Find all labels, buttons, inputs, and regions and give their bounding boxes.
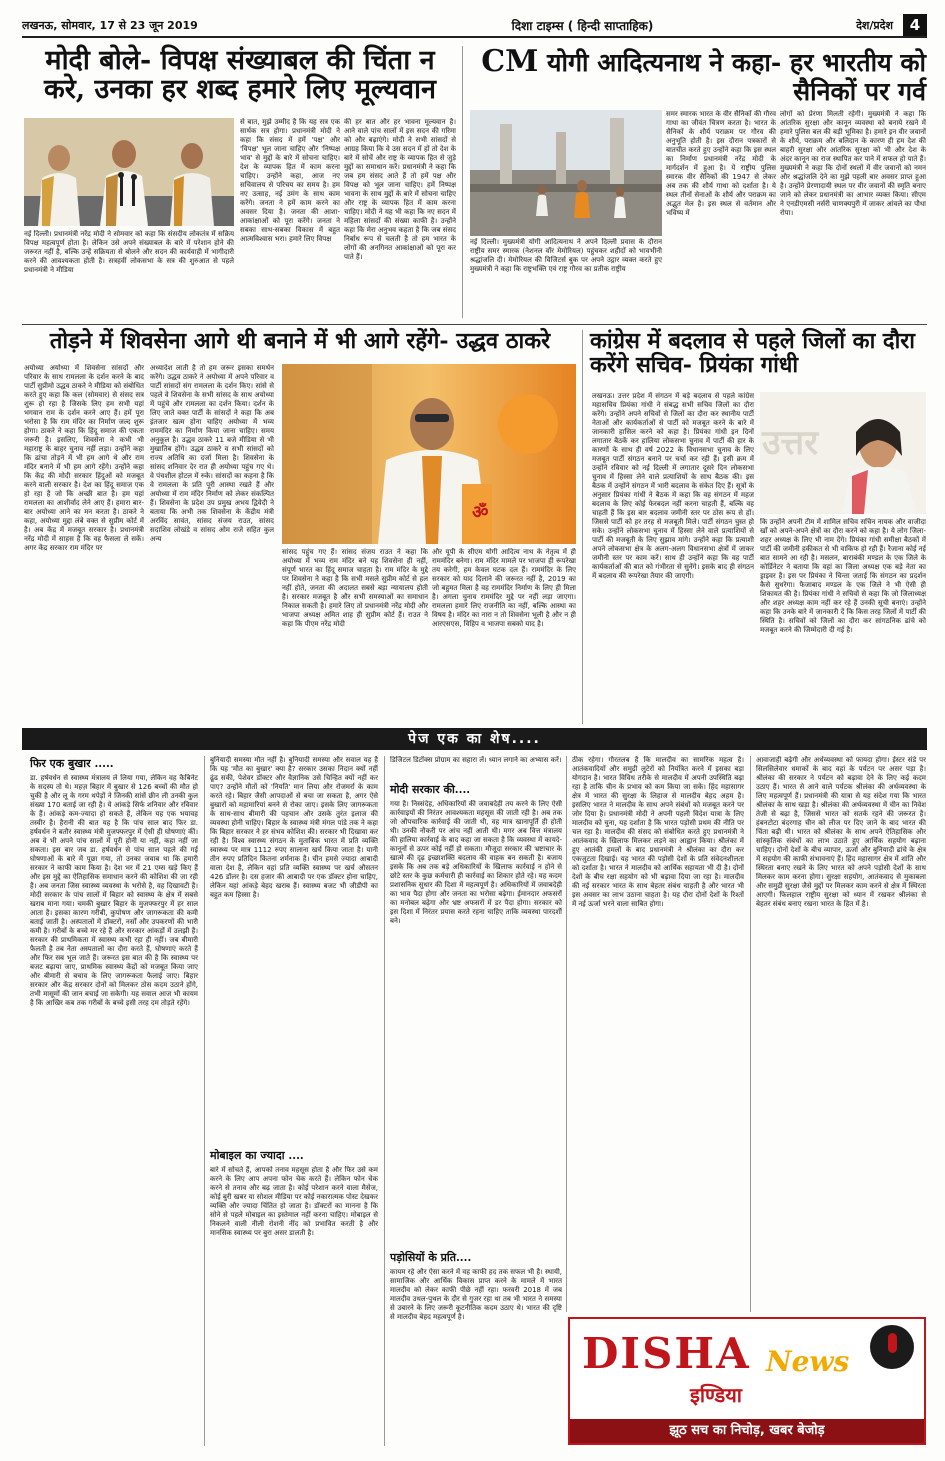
story2-col1: नई दिल्ली। मुख्यमंत्री योगी आदित्यनाथ ने अपने दिल्ली प्रवास के दौरान राष्ट्रीय समर स्मारक (नेशनल वॉर मेमोरियल) पहुंचकर शहीदों को भावभीनी श्रद्धांजलि दी। मेमोरियल की विजिटर्स बुक पर अपने उद्गार व्यक्त करते हुए मुख्यमंत्री ने कहा कि राष्ट्रभक्ति एवं राष्ट्र गौरव का प्रतीक राष्ट्रीय: [470, 238, 662, 273]
cont3-subhead: मोदी सरकार की....: [390, 783, 471, 796]
uddhav-photo: [282, 364, 576, 544]
story1-col2: से बात, मुझे उम्मीद है कि यह सत्र एक सार्थक सत्र होगा। प्रधानमंत्री मोदी ने कहा कि संसद में हमें 'पक्ष' और 'विपक्ष' भूल जाना चाहिए और 'निष्पक्ष भाव' से मुद्दों के बारे में सोचना चाहिए। देश के व्यापक हित में काम करना चाहिए। उन्होंने कहा, आज नए सचिवालय से परिचय का समय है। हम नए उत्साह, नई उमंग के साथ काम करेंगे। जनता ने हमें काम करने का अवसर दिया है। जनता की आशा-आकांक्षाओं को पूरा करेंगे। जनता ने सबका साथ-सबका विकास में बहुत आत्मविश्वास भरा। हमारे लिए विपक्ष: [240, 118, 340, 243]
section-name: देश/प्रदेश: [856, 18, 893, 32]
ad-brand: DISHA: [582, 1329, 751, 1378]
memorial-illustration: [470, 110, 662, 236]
column-divider: [204, 756, 205, 1446]
row-divider: [22, 324, 927, 325]
masthead-strip: [22, 14, 927, 38]
column-divider: [582, 330, 583, 724]
microphone-icon: [870, 1325, 914, 1369]
cont5-text: आवाजाही बढ़ेगी और अर्थव्यवस्था को फायदा होगा। ईस्टर संडे पर सिलसिलेवार धमाकों के बाद वहां के पर्यटन पर असर पड़ा है। श्रीलंका की सरकार ने पर्यटन को बढ़ावा देने के लिए कई कदम उठाए हैं। भारत से आने वाले पर्यटक श्रीलंका की अर्थव्यवस्था के लिए महत्वपूर्ण हैं। प्रधानमंत्री की यात्रा से यह संदेश गया कि भारत श्रीलंका के साथ खड़ा है। श्रीलंका की अर्थव्यवस्था में चीन का निवेश तेजी से बढ़ा है, जिससे भारत को सतर्क रहने की जरूरत है। हंबनटोटा बंदरगाह चीन को लीज पर दिए जाने के बाद भारत की चिंता बढ़ी थी। भारत को श्रीलंका के साथ अपने ऐतिहासिक और सांस्कृतिक संबंधों का लाभ उठाते हुए आर्थिक सहयोग बढ़ाना चाहिए। दोनों देशों के बीच व्यापार, ऊर्जा और बुनियादी ढांचे के क्षेत्र में सहयोग की काफी संभावनाएं हैं। हिंद महासागर क्षेत्र में शांति और स्थिरता बनाए रखने के लिए भारत को अपने पड़ोसी देशों के साथ मिलकर काम करना होगा। सुरक्षा सहयोग, आतंकवाद से मुकाबला और समुद्री सुरक्षा जैसे मुद्दों पर मिलकर काम करने से क्षेत्र में स्थिरता आएगी। फिलहाल राष्ट्रीय सुरक्षा को ध्यान में रखकर श्रीलंका से बेहतर संबंध बनाए रखना भारत के हित में है।: [756, 756, 926, 908]
uddhav-illustration: [282, 364, 576, 544]
cont2-text2: बारे में सोचते हैं, आपको तनाव महसूस होता है और फिर उसे कम करने के लिए आप अपना फोन चेक करते हैं। लेकिन फोन चेक करने से तनाव और बढ़ जाता है। कोई परेशान करने वाला मैसेज, कोई बुरी खबर या सोशल मीडिया पर कोई नकारात्मक पोस्ट देखकर व्यक्ति और ज्यादा चिंतित हो जाता है। डॉक्टरों का मानना है कि सोने से पहले मोबाइल का इस्तेमाल नहीं करना चाहिए। मोबाइल से निकलने वाली नीली रोशनी नींद को प्रभावित करती है और मानसिक स्वास्थ्य पर बुरा असर डालती है।: [210, 1166, 378, 1237]
story3-col4: और यूपी के सीएम योगी आदित्य नाथ के नेतृत्व में ही राममंदिर बनेगा। राम मंदिर मामले पर भाजपा ही रूपरेखा तय करेगी, हम केवल घटक दल हैं। राममंदिर के लिए सरकार को याद दिलाने की जरूरत नहीं है, 2019 का जो बहुमत मिला है वह राममंदिर निर्माण के लिए ही मिला है। अगला चुनाव राममंदिर मुद्दे पर नहीं लड़ा जाएगा। रामलला हमारे लिए राजनीति का नहीं, बल्कि आस्था का विषय है। मंदिर का नारा न तो शिवसेना भूली है और न ही आरएसएस, विहिप व भाजपा सबको याद है।: [432, 548, 576, 628]
cont3-subhead2: पड़ोसियों के प्रति....: [390, 1251, 472, 1264]
story3-headline: तोड़ने में शिवसेना आगे थी बनाने में भी आगे रहेंगे- उद्धव ठाकरे: [49, 328, 551, 354]
cont1-subhead: फिर एक बुखार .....: [30, 757, 114, 770]
story2-headline-cm: CM: [481, 44, 539, 79]
story1-headline: मोदी बोले- विपक्ष संख्याबल की चिंता न करे, उनका हर शब्द हमारे लिए मूल्यवान: [43, 45, 437, 106]
ad-news: News: [766, 1345, 850, 1378]
column-divider: [750, 756, 751, 1312]
story3-col1: अयोध्या अयोध्या में शिवसेना सांसदों और परिवार के साथ रामलला के दर्शन करने के बाद पार्टी सुप्रीमो उद्धव ठाकरे ने मीडिया को संबोधित करते हुए कहा कि कल (सोमवार) से संसद सत्र शुरू हो रहा है जिसके लिए हम सभी यहां भगवान राम के दर्शन करने आए हैं। हमें पूरा भरोसा है कि राम मंदिर का निर्माण जल्द शुरू होगा। ठाकरे ने कहा कि हिंदू समाज की एकता जरूरी है। इसलिए, शिवसेना ने कभी भी महाराष्ट्र के बाहर चुनाव नहीं लड़ा। उन्होंने कहा कि ढांचा तोड़ने में भी हम आगे थे और राम मंदिर बनाने में भी हम आगे रहेंगे। उन्होंने कहा कि केंद्र की मोदी सरकार हिंदुओं को मजबूत करने वाली सरकार है। देश का हिंदू समाज एक हो रहा है जो कि अच्छी बात है। हम यहां रामलला का आशीर्वाद लेने आए हैं। हमारा बार-बार अयोध्या आने का मन करता है। ठाकरे ने कहा, अयोध्या मुद्दा लंबे वक्त से सुप्रीम कोर्ट में है। अब केंद्र में मजबूत सरकार है। प्रधानमंत्री नरेंद्र मोदी में साहस है कि वह फैसला ले सकें। अगर केंद्र सरकार राम मंदिर पर: [24, 364, 144, 552]
saffron-symbol: ॐ: [472, 502, 489, 523]
ministers-photo: [24, 118, 234, 226]
ad-tagline: झूठ सच का निचोड़, खबर बेजोड़: [570, 1419, 924, 1443]
story2-col2: समर स्मारक भारत के वीर सैनिकों की गौरव गाथा का जीवंत चित्रण करता है। भारत के सैनिकों के शौर्य पराक्रम पर गौरव की अनुभूति होती है। इस दौरान पत्रकारों से बातचीत करते हुए उन्होंने कहा कि इस स्थल का निर्माण प्रधानमंत्री नरेंद्र मोदी के मार्गदर्शन में हुआ है। ये राष्ट्रीय पुलिस स्मारक वीर सैनिकों की 1947 से लेकर अब तक की शौर्य गाथा को दर्शाता है। ये स्थल तीनों सेनाओं के शौर्य और पराक्रम का अद्भुत मेल है। इस स्थल से वर्तमान और भविष्य में: [666, 110, 776, 217]
page-number: 4: [903, 14, 927, 36]
priyanka-illustration: [760, 392, 926, 514]
ad-india: इण्डिया: [690, 1383, 742, 1407]
cont3-text3: कायम रहे और ऐसा करने में वह काफी हद तक सफल भी है। स्थायी, सामाजिक और आर्थिक विकास प्राप्त करने के मामले में भारत मालदीव को लेकर काफी पीछे नहीं रहा। फरवरी 2018 में जब मालदीव उथल-पुथल के दौर से गुजर रहा था तब भी भारत ने समस्या से उबारने के लिए जरूरी कूटनीतिक कदम उठाए थे। भारत की दृष्टि से मालदीव बेहद महत्वपूर्ण है।: [390, 1268, 562, 1321]
column-divider: [384, 756, 385, 1446]
column-divider: [566, 756, 567, 1312]
ministers-illustration: [24, 118, 234, 226]
cont2-text: बुनियादी समस्या मौत नहीं है। बुनियादी समस्या और सवाल यह है कि यह 'मौत का बुखार' क्या है? सरकार उसका निदान क्यों नहीं ढूंढ सकी, पेशेवर डॉक्टर और वैज्ञानिक उसे चिन्हित क्यों नहीं कर पाए? उन्होंने मौतों को 'नियति' मान लिया और रोजमर्रा के काम करते रहे। बिहार जैसी आपदाओं से बचा जा सकता है, अगर ऐसे बुखारों को महामारियां बनने से रोका जाए। इसके लिए जागरूकता के साथ-साथ बीमारी की पहचान और उसके तुरंत इलाज की व्यवस्था होनी चाहिए। बिहार के स्वास्थ्य मंत्री मंगल पांडे तक ने कहा कि बिहार सरकार ने हर संभव कोशिश की। सरकार भी दिखावा कर रही है। विश्व स्वास्थ्य संगठन के मुताबिक भारत में प्रति व्यक्ति स्वास्थ्य पर मात्र 1112 रुपए सालाना खर्च किया जाता है। यानी तीन रुपए प्रतिदिन कितना शर्मनाक है। चीन हमसे ज्यादा आबादी वाला देश है, लेकिन वहां प्रति व्यक्ति स्वास्थ्य पर खर्च औसतन 426 डॉलर है। दस हजार की आबादी पर एक डॉक्टर होना चाहिए, लेकिन यहां आंकड़े बेहद खराब हैं। स्वास्थ्य बजट भी जीडीपी का बहुत कम हिस्सा है।: [210, 756, 378, 899]
priyanka-photo: [760, 392, 926, 514]
war-memorial-photo: [470, 110, 662, 236]
story4-col2: कि उन्होंने अपनी टीम में शामिल सचिव सचिन नायक और वाजीदा खाँ को अपने-अपने क्षेत्रों का दौरा करने को कहा है। ये लोग जिला-शहर अध्यक्ष के लिए भी नाम देंगे। प्रियंका गांधी समीक्षा बैठकों में पार्टी की जमीनी हकीकत से भी वाकिफ हो रही हैं। रैजाना कोई नई बात सामने आ रही है। मसलन, बाराबंकी मण्डल के एक जिले के कोर्डिनेटर ने बताया कि वहां का जिला अध्यक्ष एक बड़े नेता का ड्राइवर है। इस पर प्रियंका ने चिन्ता जताई कि संगठन का प्रदर्शन कैसे सुधरेगा। फैजाबाद मण्डल के एक जिले ने भी ऐसी ही शिकायत की है। प्रियंका गांधी ने सचिवों से कहा कि जो जिलाध्यक्ष और शहर अध्यक्ष काम नहीं कर रहे हैं उनकी सूची बनाएं। उन्होंने कहा कि उनके बारे में जानकारी दें कि किस तरह जिलों में पार्टी की स्थिति है। सचिवों को जिलों का दौरा कर सांगठनिक ढांचे को मजबूत करने की जिम्मेदारी दी गई है।: [760, 518, 926, 634]
cont4-text: ठीक रहेगा। गौरतलब है कि मालदीव का सामरिक महत्व है। आतंकवादियों और समुद्री लुटेरों को नियंत्रित करने में इसका बड़ा योगदान है। भारत विविध तरीके से मालदीव में अपनी उपस्थिति बढ़ा रहा है ताकि चीन के प्रभाव को कम किया जा सके। हिंद महासागर क्षेत्र में भारत की सुरक्षा के लिहाज से मालदीव बेहद अहम है। इसलिए भारत ने मालदीव के साथ अपने संबंधों को मजबूत करने पर जोर दिया है। प्रधानमंत्री मोदी ने अपनी पहली विदेश यात्रा के लिए मालदीव को चुना, यह दर्शाता है कि भारत पड़ोसी प्रथम की नीति पर चल रहा है। मालदीव की संसद को संबोधित करते हुए प्रधानमंत्री ने आतंकवाद के खिलाफ मिलकर लड़ने का आह्वान किया। श्रीलंका में हुए आतंकी हमलों के बाद प्रधानमंत्री ने श्रीलंका का दौरा कर एकजुटता दिखाई। यह भारत की पड़ोसी देशों के प्रति संवेदनशीलता को दर्शाता है। भारत ने मालदीव को आर्थिक सहायता भी दी है। दोनों देशों के बीच रक्षा सहयोग को भी बढ़ावा दिया जा रहा है। मालदीव की नई सरकार भारत के साथ बेहतर संबंध चाहती है और भारत भी इस अवसर का लाभ उठाना चाहता है। यह दौरा दोनों देशों के रिश्तों में नई ऊर्जा भरने वाला साबित होगा।: [572, 756, 744, 908]
story4-headline: कांग्रेस में बदलाव से पहले जिलों का दौरा करेंगे सचिव- प्रियंका गांधी: [590, 328, 916, 378]
backdrop-lettering: उत्तर: [762, 423, 819, 463]
disha-news-ad[interactable]: [568, 1317, 926, 1445]
continued-band: [22, 728, 927, 750]
story4-col1: लखनऊ। उत्तर प्रदेश में संगठन में बड़े बदलाव से पहले कांग्रेस महासचिव प्रियंका गांधी ने संबद्ध सभी सचिव जिलों का दौरा करेंगे। उन्होंने अपने सचिवों से जिलों का दौरा कर स्थानीय पार्टी नेताओं और कार्यकर्ताओं से पार्टी को मजबूत करने के बारे में जानकारी हासिल करने को कहा है। प्रियंका गांधी इन दिनों लगातार बैठकें कर हालिया लोकसभा चुनाव में पार्टी की हार के कारणों के साथ ही वर्ष 2022 के विधानसभा चुनाव के लिए मजबूत पार्टी संगठन बनाने पर चर्चा कर रही हैं। इसी क्रम में उन्होंने रविवार को नई दिल्ली में लगातार दूसरे दिन लोकसभा चुनाव में हिस्सा लेने वाले प्रत्याशियों के साथ बैठक की। इस बैठक में उन्होंने संगठन में भारी बदलाव के संकेत दिए हैं। सूत्रों के अनुसार प्रियंका गांधी ने बैठक में कहा कि वह संगठन में महज बदलाव के लिए कोई फेरबदल नहीं करना चाहती हैं, बल्कि वह चाहती हैं कि इस बार बदलाव जमीनी स्तर पर ठोस रूप से हों। जिससे पार्टी को हर तरह से मजबूती मिले। पार्टी संगठन चुस्त हो सके। उन्होंने लोकसभा चुनाव में हिस्सा लेने वाले प्रत्याशियों से पार्टी की मजबूती के लिए सुझाव मांगे। उन्होंने कहा कि प्रत्याशी अपने लोकसभा क्षेत्र के अलग-अलग विधानसभा क्षेत्रों में जाकर जमीनी स्तर पर काम करें। साथ ही उन्होंने कहा कि वह पार्टी कार्यकर्ताओं की बात को गंभीरता से सुनेंगे। इसके बाद ही संगठन में बदलाव की रूपरेखा तैयार की जाएगी।: [592, 392, 754, 580]
story3-col2: अध्यादेश लाती है तो हम जरूर इसका समर्थन करेंगे। उद्धव ठाकरे ने अयोध्या में अपने परिवार व पार्टी सांसदों संग रामलला के दर्शन किए। सांसे से पहले वे शिवसेना के सभी सांसद के साथ अयोध्या में पहुंचे और रामलला का दर्शन किया। दर्शन के लिए जाते वक्त पार्टी के सांसदों ने कहा कि अब इंतजार खत्म होना चाहिए अयोध्या में भव्य राममंदिर का निर्माण किया जाना चाहिए। समय अनुकूल है। उद्धव ठाकरे 11 बजे मीडिया से भी मुखातिब होंगे। उद्धव ठाकरे व सभी सांसदों को राज्य अतिथि का दर्जा मिला है। शिवसेना के सांसद शनिवार देर रात ही अयोध्या पहुंच गए थे। वे पंचशील होटल में रुके। सांसदों का कहना है कि वे रामलला के प्रति पूरी आस्था रखते हैं और अयोध्या में राम मंदिर निर्माण को लेकर संकल्पित हैं। शिवसेना के प्रदेश उप प्रमुख अभय द्विवेदी ने बताया कि अभी तक शिवसेना के केंद्रीय मंत्री अरविंद सावंत, सांसद संजय राउत, सांसद सदाशिव लोखंडे व सांसद ओम राजे सहित कुल अन्य: [150, 364, 274, 543]
paper-name: दिशा टाइम्स ( हिन्दी साप्ताहिक): [511, 18, 654, 33]
story3-col3: सांसद पहुंच गए हैं। सांसद संजय राउत ने कहा कि अयोध्या में भव्य राम मंदिर बने यह शिवसेना ही नहीं, संपूर्ण भारत का हिंदू समाज चाहता है। राम मंदिर के मुद्दे पर शिवसेना ने कहा है कि सभी मसले सुप्रीम कोर्ट से हल नहीं होते, जनता की अदालत सबसे बड़ा न्यायालय होती है। सरकार मजबूत है और सभी समस्याओं का समाधान निकाल सकती है। हमारे लिए तो प्रधानमंत्री नरेंद्र मोदी और भाजपा अध्यक्ष अमित शाह ही सुप्रीम कोर्ट हैं। राउत ने कहा कि पीएम नरेंद्र मोदी: [282, 548, 428, 628]
story2-col3: लोगों को प्रेरणा मिलती रहेगी। मुख्यमंत्री ने कहा कि आंतरिक सुरक्षा और कानून व्यवस्था को बनाये रखने में हमारे पुलिस बल की बड़ी भूमिका है। हमारे इन वीर जवानों के शौर्य, पराक्रम और बलिदान के कारण ही हम देश की बाहरी सुरक्षा और आंतरिक सुरक्षा को भी और देश के अंदर कानून का राज स्थापित कर पाने में सफल हो पाते हैं। मुख्यमंत्री ने कहा कि दोनों स्थलों में वीर जवानों को नमन और श्रद्धांजलि देने का मुझे पहली बार अवसर प्राप्त हुआ है। उन्होंने प्रेरणादायी स्थल पर वीर जवानों की स्मृति बनाए जाने को लेकर प्रधानमंत्री का आभार व्यक्त किया। सीएम ने एनडीएमसी नर्सरी चाणक्यपुरी में जाकर आंवले का पौधा रोपा।: [780, 110, 926, 217]
issue-date: लखनऊ, सोमवार, 17 से 23 जून 2019: [22, 18, 198, 32]
story1-col3: की हर बात और हर भावना मूल्यवान है। आने वाले पांच सालों में इस सदन की गरिमा को और बढ़ाएंगे। मोदी ने सभी सांसदों से आग्रह किया कि वे उस सदन में हों तो देश के बारे में सोचें और राष्ट्र के व्यापक हित से जुड़े मुद्दों का समाधान करें। प्रधानमंत्री ने कहा कि जब हम संसद आते हैं तो हमें पक्ष और विपक्ष को भूल जाना चाहिए। हमें निष्पक्ष भावना के साथ मुद्दों के बारे में सोचना चाहिए और राष्ट्र के व्यापक हित में काम करना चाहिए। मोदी ने यह भी कहा कि नए सदन में महिला सांसदों की संख्या काफी है। उन्होंने कहा कि मेरा अनुभव कहता है कि जब संसद निर्बाध रूप से चलती है तो हम भारत के लोगों की अनगिनत आकांक्षाओं को पूरा कर पाते हैं।: [344, 118, 456, 261]
cont3-text: डिजिटल डिटॉक्स प्रोग्राम का सहारा लें। ध्यान लगाने का अभ्यास करें।: [390, 756, 562, 764]
column-divider: [462, 46, 463, 318]
cont2-subhead: मोबाइल का ज्यादा ....: [210, 1149, 304, 1162]
cont1-text: डा. हर्षवर्धन से स्वास्थ्य मंत्रालय ले लिया गया, लेकिन वह कैबिनेट के सदस्य तो थे। महज़ बिहार में बुखार से 126 बच्चों की मौत हो चुकी है और लू के गरम थपेड़ों ने जिनकी सांसें छीन ली उनकी कुल संख्या 170 बताई जा रही है। ये आंकड़े सिर्फ शनिवार और रविवार के हैं। आंकड़े कम-ज्यादा हो सकते हैं, लेकिन यह एक भयावह तस्वीर है। हैरानी की बात यह है कि पांच साल बाद फिर डा. हर्षवर्धन ने बतौर स्वास्थ्य मंत्री मुजफ्फरपुर में ऐसी ही घोषणाएं कीं। अब वे भी अपने पांच सालों में पूरी होनी या नहीं, कहा नहीं जा सकता। इस बार जब डा. हर्षवर्धन से पांच साल पहले की गई घोषणाओं के बारे में पूछा गया, तो उनका जवाब था कि हमारी सरकार ने काफी काम किया है। देश भर में 21 एम्स खड़े किए हैं और इस मुद्दे का ऐतिहासिक समाधान करने की कोशिश की जा रही है। अब जनता जिस स्वास्थ्य व्यवस्था के भरोसे है, वह दिखावटी है। मोदी सरकार के पांच सालों में बिहार को स्वास्थ्य के क्षेत्र में सबसे खराब माना गया। चमकी बुखार बिहार के मुजफ्फरपुर में हर साल आता है। इसका कारण गरीबी, कुपोषण और जागरूकता की कमी बताई जाती है। अस्पतालों में डॉक्टरों, नर्सों और उपकरणों की भारी कमी है। गरीबों के बच्चे मर रहे हैं और सरकार आंकड़ों में उलझी है। सरकार की प्राथमिकता में स्वास्थ्य कभी रहा ही नहीं। जब बीमारी फैलती है तब नेता अस्पतालों का दौरा करते हैं, घोषणाएं करते हैं और फिर सब भूल जाते हैं। जरूरत इस बात की है कि स्वास्थ्य पर बजट बढ़ाया जाए, प्राथमिक स्वास्थ्य केंद्रों को मजबूत किया जाए और बीमारी से बचाव के लिए जागरूकता फैलाई जाए। बिहार सरकार और केंद्र सरकार दोनों को मिलकर ठोस कदम उठाने होंगे, तभी मासूमों की जान बचाई जा सकेगी। यह सवाल आज भी कायम है कि आखिर कब तक गरीबों के बच्चे इसी तरह दम तोड़ते रहेंगे।: [30, 774, 198, 1007]
story2-headline-text: योगी आदित्यनाथ ने कहा- हर भारतीय को सैनिकों पर गर्व: [547, 48, 926, 107]
continued-band-title: पेज एक का शेष....: [408, 731, 541, 747]
story2-headline: [470, 46, 926, 105]
cont3-text2: गया है। निस्संदेह, अधिकारियों की जवाबदेही तय करने के लिए ऐसी कार्रवाइयों की निरंतर आवश्यकता महसूस की जाती रही है। अब तक जो औपचारिक कार्रवाई की जाती थी, वह मात्र खानापूर्ति ही होती थी। उनकी नौकरी पर आंच नहीं आती थी। मगर अब वित्त मंत्रालय की हालिया कार्रवाई के बाद कहा जा सकता है कि व्यवस्था में कायदे-कानूनों से ऊपर कोई नहीं हो सकता। मौजूदा सरकार की भ्रष्टाचार के खात्मे की दृढ़ इच्छाशक्ति बदलाव की वाहक बन सकती है। बजाय इसके कि अब तक बड़े अधिकारियों के खिलाफ कार्रवाई न होने से छोटे स्तर के कुछ कर्मचारी ही कार्रवाई का शिकार होते रहे। यह कदम प्रशासनिक सुधार की दिशा में महत्वपूर्ण है। अधिकारियों में जवाबदेही का भाव पैदा होगा और जनता का भरोसा बढ़ेगा। ईमानदार अफसरों का मनोबल बढ़ेगा और भ्रष्ट अफसरों में डर पैदा होगा। सरकार को इस दिशा में निरंतर प्रयास करते रहना चाहिए ताकि व्यवस्था पारदर्शी बने।: [390, 800, 562, 925]
story1-col1: नई दिल्ली। प्रधानमंत्री नरेंद्र मोदी ने सोमवार को कहा कि संसदीय लोकतंत्र में सक्रिय विपक्ष महत्वपूर्ण होता है। लेकिन उसे अपने संख्याबल के बारे में परेशान होने की जरूरत नहीं है, बल्कि उन्हें सक्रियता से बोलने और सदन की कार्यवाही में भागीदारी करने की आवश्यकता होती है। सत्रहवीं लोकसभा के सत्र की शुरुआत से पहले प्रधानमंत्री ने मीडिया: [24, 230, 234, 274]
